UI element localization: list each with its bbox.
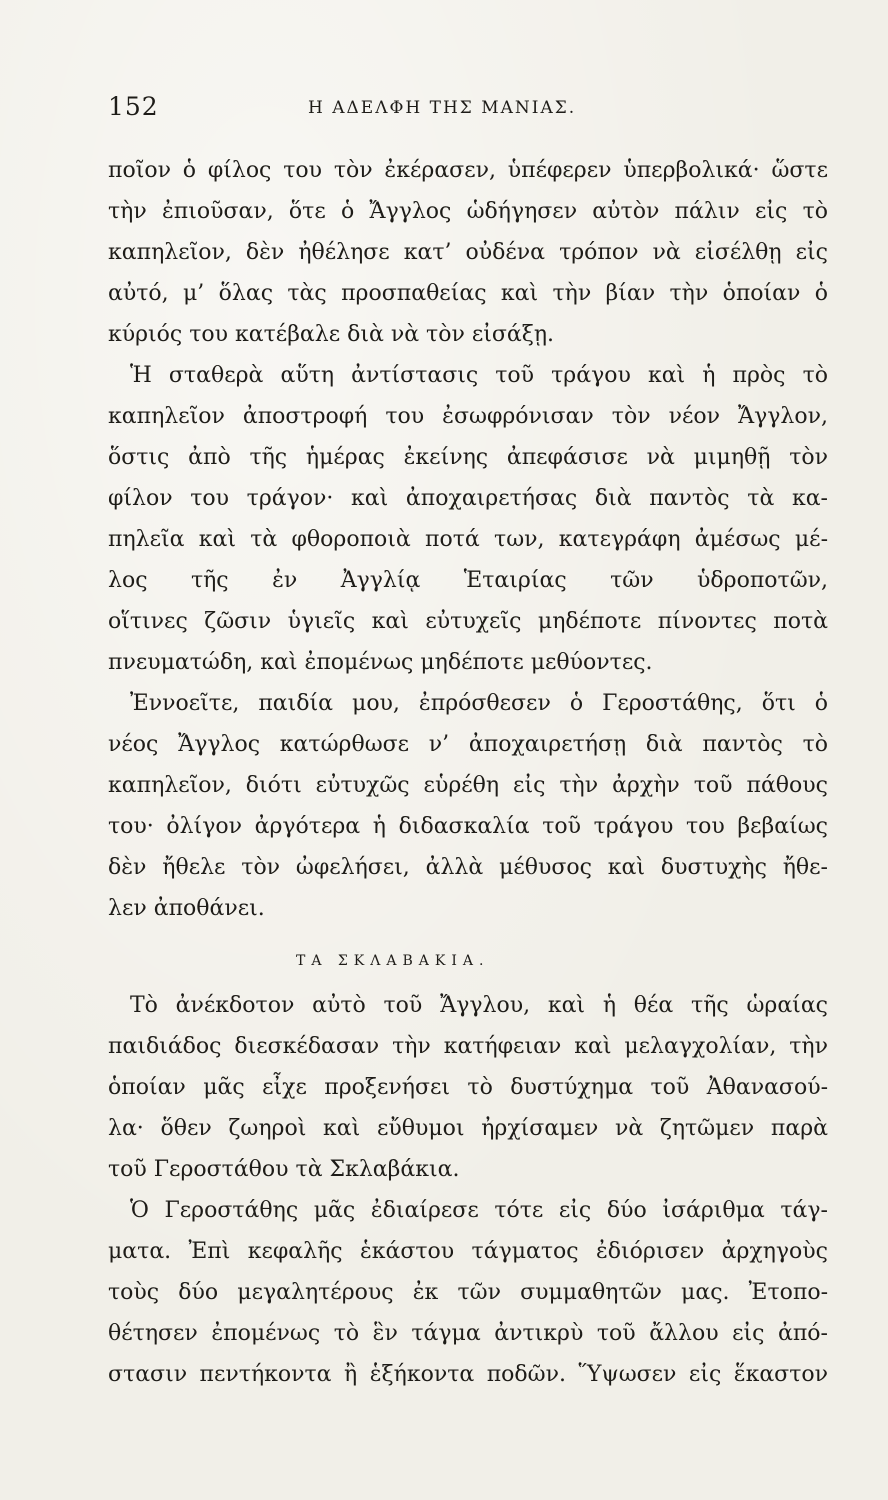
body-text xyxy=(108,150,828,1395)
text-line: καπηλεῖον, δὲν ἠθέλησε κατ’ οὐδένα τρόπον νὰ εἰσέλθῃ εἰς xyxy=(108,240,828,265)
text-line: τοὺς δύο μεγαλητέρους ἐκ τῶν συμμαθητῶν μας. Ἐτοπο- xyxy=(108,1280,828,1305)
text-line: ὁποίαν μᾶς εἶχε προξενήσει τὸ δυστύχημα τοῦ Ἀθανασού- xyxy=(108,1075,828,1100)
running-title: Η ΑΔΕΛΦΗ ΤΗΣ ΜΑΝΙΑΣ. xyxy=(308,98,577,118)
page-header xyxy=(108,92,828,132)
text-line: τὴν ἐπιοῦσαν, ὅτε ὁ Ἄγγλος ὡδήγησεν αὐτὸν πάλιν εἰς τὸ xyxy=(108,199,828,224)
text-line: θέτησεν ἐπομένως τὸ ἓν τάγμα ἀντικρὺ τοῦ ἄλλου εἰς ἀπό- xyxy=(108,1321,828,1346)
text-line: λος τῆς ἐν Ἀγγλίᾳ Ἑταιρίας τῶν ὑδροποτῶν, xyxy=(108,568,828,593)
section-heading: ΤΑ ΣΚΛΑΒΑΚΙΑ. xyxy=(296,953,490,969)
text-line: πηλεῖα καὶ τὰ φθοροποιὰ ποτά των, κατεγράφη ἀμέσως μέ- xyxy=(108,527,828,552)
text-line: Ἐννοεῖτε, παιδία μου, ἐπρόσθεσεν ὁ Γεροστάθης, ὅτι ὁ xyxy=(130,691,828,716)
text-line: φίλον του τράγον· καὶ ἀποχαιρετήσας διὰ παντὸς τὰ κα- xyxy=(108,486,828,511)
text-line: δὲν ἤθελε τὸν ὠφελήσει, ἀλλὰ μέθυσος καὶ δυστυχὴς ἤθε- xyxy=(108,855,828,880)
text-line: οἵτινες ζῶσιν ὑγιεῖς καὶ εὐτυχεῖς μηδέποτε πίνοντες ποτὰ xyxy=(108,609,828,634)
text-line: Ὁ Γεροστάθης μᾶς ἐδιαίρεσε τότε εἰς δύο ἰσάριθμα τάγ- xyxy=(130,1198,828,1223)
text-line: καπηλεῖον, διότι εὐτυχῶς εὑρέθη εἰς τὴν ἀρχὴν τοῦ πάθους xyxy=(108,773,828,798)
text-line: ματα. Ἐπὶ κεφαλῆς ἑκάστου τάγματος ἐδιόρισεν ἀρχηγοὺς xyxy=(108,1239,828,1264)
text-line: Τὸ ἀνέκδοτον αὐτὸ τοῦ Ἄγγλου, καὶ ἡ θέα τῆς ὡραίας xyxy=(130,993,828,1018)
text-line: νέος Ἄγγλος κατώρθωσε ν’ ἀποχαιρετήσῃ διὰ παντὸς τὸ xyxy=(108,732,828,757)
text-line: πνευματώδη, καὶ ἐπομένως μηδέποτε μεθύοντες. xyxy=(108,650,653,675)
text-line: κύριός του κατέβαλε διὰ νὰ τὸν εἰσάξῃ. xyxy=(108,322,555,347)
text-line: ὅστις ἀπὸ τῆς ἡμέρας ἐκείνης ἀπεφάσισε νὰ μιμηθῇ τὸν xyxy=(108,445,828,470)
text-line: στασιν πεντήκοντα ἢ ἑξήκοντα ποδῶν. Ὕψωσεν εἰς ἕκαστον xyxy=(108,1362,828,1387)
text-line: τοῦ Γεροστάθου τὰ Σκλαβάκια. xyxy=(108,1157,460,1182)
text-line: λα· ὅθεν ζωηροὶ καὶ εὔθυμοι ἠρχίσαμεν νὰ ζητῶμεν παρὰ xyxy=(108,1116,828,1141)
text-line: αὐτό, μ’ ὅλας τὰς προσπαθείας καὶ τὴν βίαν τὴν ὁποίαν ὁ xyxy=(108,281,828,306)
text-line: ποῖον ὁ φίλος του τὸν ἐκέρασεν, ὑπέφερεν ὑπερβολικά· ὥστε xyxy=(108,158,828,183)
text-line: παιδιάδος διεσκέδασαν τὴν κατήφειαν καὶ μελαγχολίαν, τὴν xyxy=(108,1034,828,1059)
text-line: Ἡ σταθερὰ αὕτη ἀντίστασις τοῦ τράγου καὶ ἡ πρὸς τὸ xyxy=(130,363,828,388)
text-line: λεν ἀποθάνει. xyxy=(108,896,265,921)
page-number: 152 xyxy=(108,92,159,121)
text-line: καπηλεῖον ἀποστροφή του ἐσωφρόνισαν τὸν νέον Ἄγγλον, xyxy=(108,404,828,429)
text-line: του· ὀλίγον ἀργότερα ἡ διδασκαλία τοῦ τράγου του βεβαίως xyxy=(108,814,828,839)
